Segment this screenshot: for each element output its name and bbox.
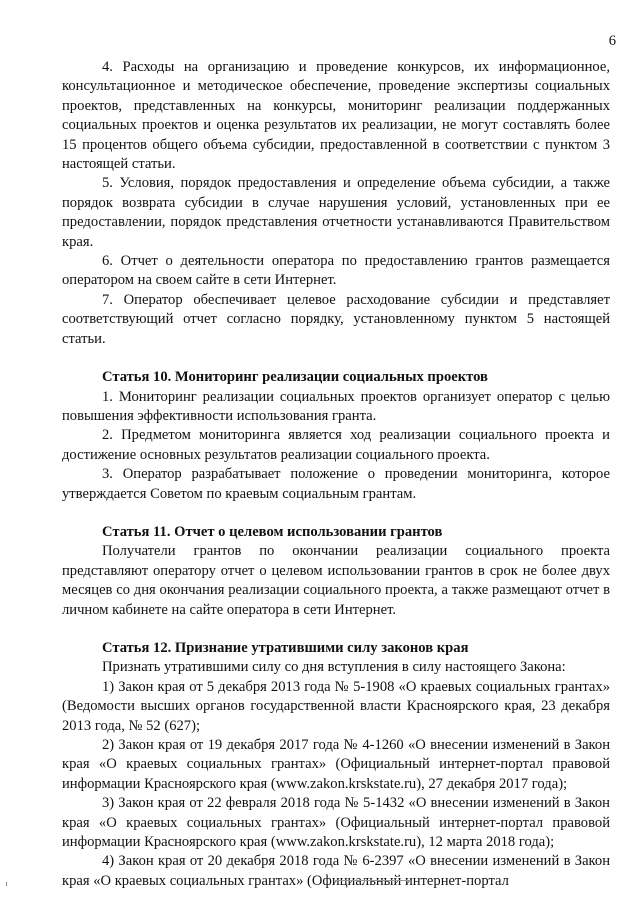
article-10-item-1: 1. Мониторинг реализации социальных проектов организует оператор с целью повышения эффективности использования гранта. xyxy=(62,388,610,424)
article-9-item-6: 6. Отчет о деятельности оператора по предоставлению грантов размещается оператором на своем сайте в сети Интернет. xyxy=(62,253,610,289)
article-10 xyxy=(62,368,610,504)
article-12-intro: Признать утратившими силу со дня вступления в силу настоящего Закона: xyxy=(102,659,566,676)
section-spacer xyxy=(62,504,610,523)
article-10-item-3: 3. Оператор разрабатывает положение о проведении мониторинга, которое утверждается Советом по краевым социальным грантам. xyxy=(62,466,610,502)
scan-corner-mark xyxy=(6,882,11,886)
article-11-heading: Статья 11. Отчет о целевом использовании грантов xyxy=(102,523,443,540)
article-9-item-5: 5. Условия, порядок предоставления и определение объема субсидии, а также порядок возврата субсидии в случае нарушения условий, установленных при ее предоставлении, порядок представления отчетности устанавливаются Правительством края. xyxy=(62,175,610,250)
article-9-continuation xyxy=(62,58,610,349)
section-spacer xyxy=(62,620,610,639)
article-9-item-7: 7. Оператор обеспечивает целевое расходование субсидии и представляет соответствующий отчет согласно порядку, установленному пунктом 5 настоящей статьи. xyxy=(62,291,610,347)
page-content xyxy=(62,58,610,891)
article-10-heading: Статья 10. Мониторинг реализации социальных проектов xyxy=(102,369,488,386)
article-11-paragraph: Получатели грантов по окончании реализации социального проекта представляют оператору отчет о целевом использовании грантов в срок не более двух месяцев со дня окончания реализации социального проекта, а также размещают отчет в личном кабинете на сайте оператора в сети Интернет. xyxy=(62,543,610,618)
article-12-item-4: 4) Закон края от 20 декабря 2018 года № 6-2397 «О внесении изменений в Закон края «О краевых социальных грантах» (Официальный интернет-портал xyxy=(62,853,610,889)
article-11 xyxy=(62,523,610,620)
section-spacer xyxy=(62,349,610,368)
article-12 xyxy=(62,639,610,891)
page-number: 6 xyxy=(608,33,616,49)
article-10-item-2: 2. Предметом мониторинга является ход реализации социального проекта и достижение основных результатов реализации социального проекта. xyxy=(62,427,610,463)
article-9-item-4: 4. Расходы на организацию и проведение конкурсов, их информационное, консультационное и методическое обеспечение, проведение экспертизы социальных проектов, представленных на конкурсы, мониторинг реализации поддержанных социальных проектов и оценка результатов их реализации, не могут составлять более 15 процентов общего объема субсидии, предоставленной в соответствии с пунктом 3 настоящей статьи. xyxy=(62,59,610,173)
footer-divider xyxy=(335,880,411,881)
article-12-item-1: 1) Закон края от 5 декабря 2013 года № 5-1908 «О краевых социальных грантах» (Ведомости высших органов государственной власти Красноярского края, 23 декабря 2013 года, № 52 (627); xyxy=(62,678,610,734)
article-12-heading: Статья 12. Признание утратившими силу законов края xyxy=(102,639,469,656)
article-12-item-3: 3) Закон края от 22 февраля 2018 года № 5-1432 «О внесении изменений в Закон края «О краевых социальных грантах» (Официальный интернет-портал правовой информации Красноярского края (www.zakon.krskstate.ru), 12 марта 2018 года); xyxy=(62,795,610,851)
article-12-item-2: 2) Закон края от 19 декабря 2017 года № 4-1260 «О внесении изменений в Закон края «О краевых социальных грантах» (Официальный интернет-портал правовой информации Красноярского края (www.zakon.krskstate.ru), 27 декабря 2017 года); xyxy=(62,737,610,792)
